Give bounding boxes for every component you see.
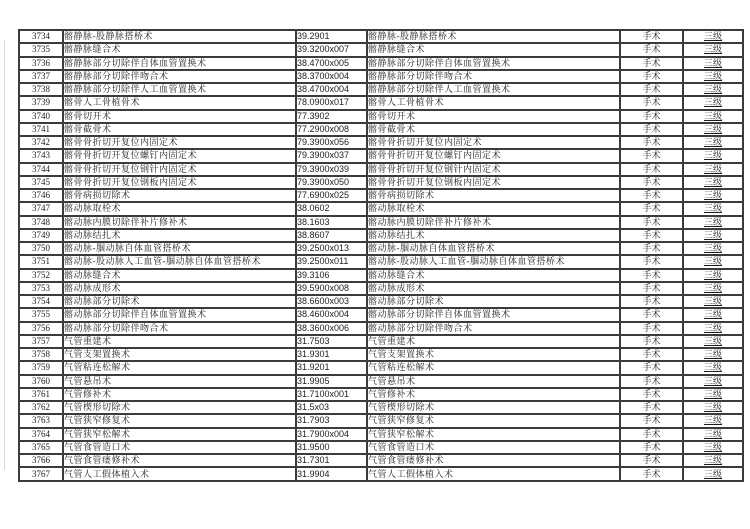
row-procedure-code: 39.2500x011: [296, 255, 367, 268]
row-procedure-name: 气管楔形切除术: [63, 401, 296, 414]
row-procedure-name: 髂静脉部分切除伴人工血管置换术: [63, 83, 296, 96]
table-row: [19, 414, 743, 427]
row-procedure-name-2: 气管重建术: [367, 335, 620, 348]
procedure-table-body: [19, 30, 743, 481]
row-sequence-number: 3742: [19, 136, 63, 149]
row-procedure-name-2: 髂静脉部分切除伴吻合术: [367, 70, 620, 83]
table-row: [19, 163, 743, 176]
row-level: 三级: [683, 83, 743, 96]
table-row: [19, 70, 743, 83]
row-procedure-name-2: 髂动脉缝合术: [367, 269, 620, 282]
row-procedure-code: 78.0900x017: [296, 96, 367, 109]
row-procedure-name-2: 髂骨病损切除术: [367, 189, 620, 202]
row-category: 手术: [620, 269, 683, 282]
row-procedure-name: 髂动脉-腘动脉自体血管搭桥术: [63, 242, 296, 255]
row-procedure-code: 38.4600x004: [296, 308, 367, 321]
row-procedure-name: 髂骨骨折切开复位钢板内固定术: [63, 176, 296, 189]
row-category: 手术: [620, 322, 683, 335]
row-category: 手术: [620, 295, 683, 308]
table-row: [19, 375, 743, 388]
row-procedure-name-2: 气管修补术: [367, 388, 620, 401]
table-row: [19, 189, 743, 202]
row-procedure-name: 气管支架置换术: [63, 348, 296, 361]
row-category: 手术: [620, 401, 683, 414]
row-category: 手术: [620, 163, 683, 176]
row-procedure-code: 31.7903: [296, 414, 367, 427]
row-sequence-number: 3741: [19, 123, 63, 136]
row-sequence-number: 3761: [19, 388, 63, 401]
row-procedure-code: 38.4700x004: [296, 83, 367, 96]
table-row: [19, 282, 743, 295]
row-category: 手术: [620, 136, 683, 149]
row-procedure-name: 气管人工假体植入术: [63, 467, 296, 481]
table-row: [19, 361, 743, 374]
table-row: [19, 43, 743, 56]
row-level: 三级: [683, 467, 743, 481]
row-level: 三级: [683, 428, 743, 441]
row-level: 三级: [683, 348, 743, 361]
row-procedure-name: 髂骨骨折切开复位螺钉内固定术: [63, 149, 296, 162]
row-sequence-number: 3744: [19, 163, 63, 176]
row-level: 三级: [683, 242, 743, 255]
row-procedure-name: 髂动脉缝合术: [63, 269, 296, 282]
row-procedure-code: 31.7503: [296, 335, 367, 348]
row-procedure-name: 髂静脉缝合术: [63, 43, 296, 56]
row-category: 手术: [620, 242, 683, 255]
row-sequence-number: 3758: [19, 348, 63, 361]
table-row: [19, 96, 743, 109]
row-procedure-code: 38.6600x003: [296, 295, 367, 308]
row-sequence-number: 3735: [19, 43, 63, 56]
row-category: 手术: [620, 361, 683, 374]
table-row: [19, 123, 743, 136]
table-row: [19, 467, 743, 481]
row-procedure-code: 38.1603: [296, 216, 367, 229]
row-procedure-name-2: 髂骨截骨术: [367, 123, 620, 136]
row-category: 手术: [620, 96, 683, 109]
row-procedure-code: 31.7900x004: [296, 428, 367, 441]
row-category: 手术: [620, 216, 683, 229]
table-row: [19, 216, 743, 229]
row-level: 三级: [683, 229, 743, 242]
row-procedure-code: 31.5x03: [296, 401, 367, 414]
row-sequence-number: 3750: [19, 242, 63, 255]
row-procedure-name-2: 髂动脉结扎术: [367, 229, 620, 242]
row-procedure-name-2: 髂静脉部分切除伴人工血管置换术: [367, 83, 620, 96]
row-level: 三级: [683, 401, 743, 414]
row-sequence-number: 3763: [19, 414, 63, 427]
row-sequence-number: 3751: [19, 255, 63, 268]
table-row: [19, 242, 743, 255]
row-level: 三级: [683, 202, 743, 215]
row-category: 手术: [620, 202, 683, 215]
row-category: 手术: [620, 388, 683, 401]
row-procedure-name-2: 气管狭窄修复术: [367, 414, 620, 427]
row-procedure-name: 髂动脉内膜切除伴补片修补术: [63, 216, 296, 229]
table-row: [19, 202, 743, 215]
row-procedure-name: 髂骨骨折切开复位内固定术: [63, 136, 296, 149]
table-row: [19, 83, 743, 96]
row-category: 手术: [620, 176, 683, 189]
table-row: [19, 348, 743, 361]
row-category: 手术: [620, 282, 683, 295]
row-category: 手术: [620, 335, 683, 348]
row-level: 三级: [683, 308, 743, 321]
row-procedure-name: 气管狭窄修复术: [63, 414, 296, 427]
row-sequence-number: 3753: [19, 282, 63, 295]
row-level: 三级: [683, 30, 743, 43]
row-level: 三级: [683, 163, 743, 176]
row-sequence-number: 3749: [19, 229, 63, 242]
table-row: [19, 110, 743, 123]
row-procedure-name-2: 髂骨骨折切开复位钢针内固定术: [367, 163, 620, 176]
row-procedure-name-2: 髂动脉内膜切除伴补片修补术: [367, 216, 620, 229]
row-procedure-name-2: 气管支架置换术: [367, 348, 620, 361]
row-level: 三级: [683, 414, 743, 427]
row-level: 三级: [683, 136, 743, 149]
row-category: 手术: [620, 308, 683, 321]
row-level: 三级: [683, 454, 743, 467]
table-row: [19, 322, 743, 335]
row-category: 手术: [620, 83, 683, 96]
row-sequence-number: 3766: [19, 454, 63, 467]
table-row: [19, 30, 743, 43]
row-procedure-code: 39.3106: [296, 269, 367, 282]
row-procedure-name: 髂骨截骨术: [63, 123, 296, 136]
row-procedure-name: 髂动脉结扎术: [63, 229, 296, 242]
row-procedure-code: 31.9301: [296, 348, 367, 361]
row-category: 手术: [620, 375, 683, 388]
row-level: 三级: [683, 149, 743, 162]
row-procedure-code: 79.3900x037: [296, 149, 367, 162]
row-level: 三级: [683, 295, 743, 308]
row-category: 手术: [620, 454, 683, 467]
row-procedure-name-2: 髂动脉取栓术: [367, 202, 620, 215]
procedure-table: [18, 29, 744, 482]
row-category: 手术: [620, 229, 683, 242]
row-level: 三级: [683, 441, 743, 454]
row-category: 手术: [620, 30, 683, 43]
row-procedure-code: 31.9904: [296, 467, 367, 481]
row-procedure-name-2: 髂骨切开术: [367, 110, 620, 123]
row-category: 手术: [620, 255, 683, 268]
row-procedure-code: 79.3900x039: [296, 163, 367, 176]
table-row: [19, 335, 743, 348]
table-row: [19, 428, 743, 441]
row-level: 三级: [683, 189, 743, 202]
row-procedure-name-2: 气管人工假体植入术: [367, 467, 620, 481]
row-procedure-code: 79.3900x056: [296, 136, 367, 149]
row-procedure-name: 气管修补术: [63, 388, 296, 401]
table-row: [19, 454, 743, 467]
row-category: 手术: [620, 441, 683, 454]
row-sequence-number: 3754: [19, 295, 63, 308]
row-sequence-number: 3762: [19, 401, 63, 414]
row-procedure-code: 38.8607: [296, 229, 367, 242]
row-procedure-name-2: 气管狭窄松解术: [367, 428, 620, 441]
row-sequence-number: 3734: [19, 30, 63, 43]
row-category: 手术: [620, 189, 683, 202]
row-procedure-name-2: 髂骨人工骨植骨术: [367, 96, 620, 109]
row-level: 三级: [683, 335, 743, 348]
row-procedure-code: 77.3902: [296, 110, 367, 123]
row-category: 手术: [620, 123, 683, 136]
row-procedure-code: 31.7100x001: [296, 388, 367, 401]
table-row: [19, 269, 743, 282]
row-category: 手术: [620, 57, 683, 70]
table-row: [19, 255, 743, 268]
row-procedure-name-2: 髂静脉-股静脉搭桥术: [367, 30, 620, 43]
row-level: 三级: [683, 375, 743, 388]
table-row: [19, 401, 743, 414]
row-sequence-number: 3756: [19, 322, 63, 335]
row-procedure-name-2: 气管食管造口术: [367, 441, 620, 454]
row-procedure-name: 髂动脉取栓术: [63, 202, 296, 215]
row-sequence-number: 3759: [19, 361, 63, 374]
row-procedure-name-2: 髂骨骨折切开复位内固定术: [367, 136, 620, 149]
row-sequence-number: 3767: [19, 467, 63, 481]
row-procedure-code: 38.4700x005: [296, 57, 367, 70]
row-level: 三级: [683, 70, 743, 83]
row-level: 三级: [683, 255, 743, 268]
row-sequence-number: 3745: [19, 176, 63, 189]
row-procedure-name-2: 髂骨骨折切开复位螺钉内固定术: [367, 149, 620, 162]
row-level: 三级: [683, 96, 743, 109]
row-procedure-name-2: 髂动脉部分切除术: [367, 295, 620, 308]
row-category: 手术: [620, 428, 683, 441]
row-procedure-name: 髂动脉部分切除伴自体血管置换术: [63, 308, 296, 321]
row-procedure-name: 髂静脉-股静脉搭桥术: [63, 30, 296, 43]
row-category: 手术: [620, 414, 683, 427]
row-procedure-code: 39.5900x008: [296, 282, 367, 295]
row-procedure-name-2: 气管粘连松解术: [367, 361, 620, 374]
row-procedure-code: 79.3900x050: [296, 176, 367, 189]
row-procedure-code: 31.9500: [296, 441, 367, 454]
row-sequence-number: 3743: [19, 149, 63, 162]
row-procedure-name: 髂骨切开术: [63, 110, 296, 123]
row-procedure-name-2: 髂动脉成形术: [367, 282, 620, 295]
row-procedure-name-2: 气管楔形切除术: [367, 401, 620, 414]
row-level: 三级: [683, 110, 743, 123]
row-category: 手术: [620, 467, 683, 481]
row-category: 手术: [620, 348, 683, 361]
row-procedure-name-2: 气管悬吊术: [367, 375, 620, 388]
row-procedure-name: 髂骨骨折切开复位钢针内固定术: [63, 163, 296, 176]
page-edge-line: [4, 40, 5, 470]
table-row: [19, 308, 743, 321]
row-level: 三级: [683, 361, 743, 374]
row-level: 三级: [683, 322, 743, 335]
row-sequence-number: 3736: [19, 57, 63, 70]
row-procedure-code: 38.3600x006: [296, 322, 367, 335]
row-procedure-name: 气管狭窄松解术: [63, 428, 296, 441]
row-level: 三级: [683, 123, 743, 136]
row-procedure-code: 39.2901: [296, 30, 367, 43]
row-level: 三级: [683, 43, 743, 56]
row-procedure-code: 38.0602: [296, 202, 367, 215]
row-procedure-name: 气管粘连松解术: [63, 361, 296, 374]
row-procedure-name: 气管重建术: [63, 335, 296, 348]
row-procedure-code: 31.9905: [296, 375, 367, 388]
row-procedure-name-2: 髂静脉部分切除伴自体血管置换术: [367, 57, 620, 70]
row-sequence-number: 3752: [19, 269, 63, 282]
row-sequence-number: 3765: [19, 441, 63, 454]
table-row: [19, 295, 743, 308]
row-procedure-name-2: 髂动脉部分切除伴吻合术: [367, 322, 620, 335]
row-procedure-name-2: 髂骨骨折切开复位钢板内固定术: [367, 176, 620, 189]
row-procedure-name: 髂静脉部分切除伴吻合术: [63, 70, 296, 83]
row-sequence-number: 3755: [19, 308, 63, 321]
row-procedure-code: 38.3700x004: [296, 70, 367, 83]
row-procedure-name: 气管食管瘘修补术: [63, 454, 296, 467]
table-row: [19, 149, 743, 162]
table-row: [19, 388, 743, 401]
row-sequence-number: 3747: [19, 202, 63, 215]
row-sequence-number: 3748: [19, 216, 63, 229]
row-sequence-number: 3757: [19, 335, 63, 348]
table-row: [19, 57, 743, 70]
row-procedure-name-2: 气管食管瘘修补术: [367, 454, 620, 467]
row-level: 三级: [683, 388, 743, 401]
row-level: 三级: [683, 216, 743, 229]
row-procedure-name: 髂动脉-股动脉人工血管-腘动脉自体血管搭桥术: [63, 255, 296, 268]
row-sequence-number: 3746: [19, 189, 63, 202]
table-row: [19, 229, 743, 242]
row-level: 三级: [683, 57, 743, 70]
row-procedure-code: 77.6900x025: [296, 189, 367, 202]
row-procedure-name: 髂动脉成形术: [63, 282, 296, 295]
row-procedure-code: 39.2500x013: [296, 242, 367, 255]
row-level: 三级: [683, 282, 743, 295]
row-sequence-number: 3760: [19, 375, 63, 388]
row-procedure-name: 髂动脉部分切除术: [63, 295, 296, 308]
row-sequence-number: 3738: [19, 83, 63, 96]
row-procedure-name-2: 髂动脉-腘动脉自体血管搭桥术: [367, 242, 620, 255]
row-procedure-name: 髂动脉部分切除伴吻合术: [63, 322, 296, 335]
table-row: [19, 441, 743, 454]
row-category: 手术: [620, 110, 683, 123]
row-category: 手术: [620, 149, 683, 162]
row-procedure-name-2: 髂静脉缝合术: [367, 43, 620, 56]
row-level: 三级: [683, 176, 743, 189]
row-sequence-number: 3740: [19, 110, 63, 123]
row-procedure-code: 31.9201: [296, 361, 367, 374]
row-procedure-name: 髂骨病损切除术: [63, 189, 296, 202]
row-sequence-number: 3764: [19, 428, 63, 441]
row-procedure-name: 气管悬吊术: [63, 375, 296, 388]
row-procedure-code: 77.2900x008: [296, 123, 367, 136]
row-sequence-number: 3739: [19, 96, 63, 109]
row-procedure-code: 31.7301: [296, 454, 367, 467]
table-row: [19, 176, 743, 189]
row-level: 三级: [683, 269, 743, 282]
row-procedure-name-2: 髂动脉-股动脉人工血管-腘动脉自体血管搭桥术: [367, 255, 620, 268]
row-category: 手术: [620, 70, 683, 83]
row-procedure-code: 39.3200x007: [296, 43, 367, 56]
row-procedure-name-2: 髂动脉部分切除伴自体血管置换术: [367, 308, 620, 321]
row-procedure-name: 髂骨人工骨植骨术: [63, 96, 296, 109]
row-procedure-name: 气管食管造口术: [63, 441, 296, 454]
row-sequence-number: 3737: [19, 70, 63, 83]
row-category: 手术: [620, 43, 683, 56]
row-procedure-name: 髂静脉部分切除伴自体血管置换术: [63, 57, 296, 70]
table-row: [19, 136, 743, 149]
